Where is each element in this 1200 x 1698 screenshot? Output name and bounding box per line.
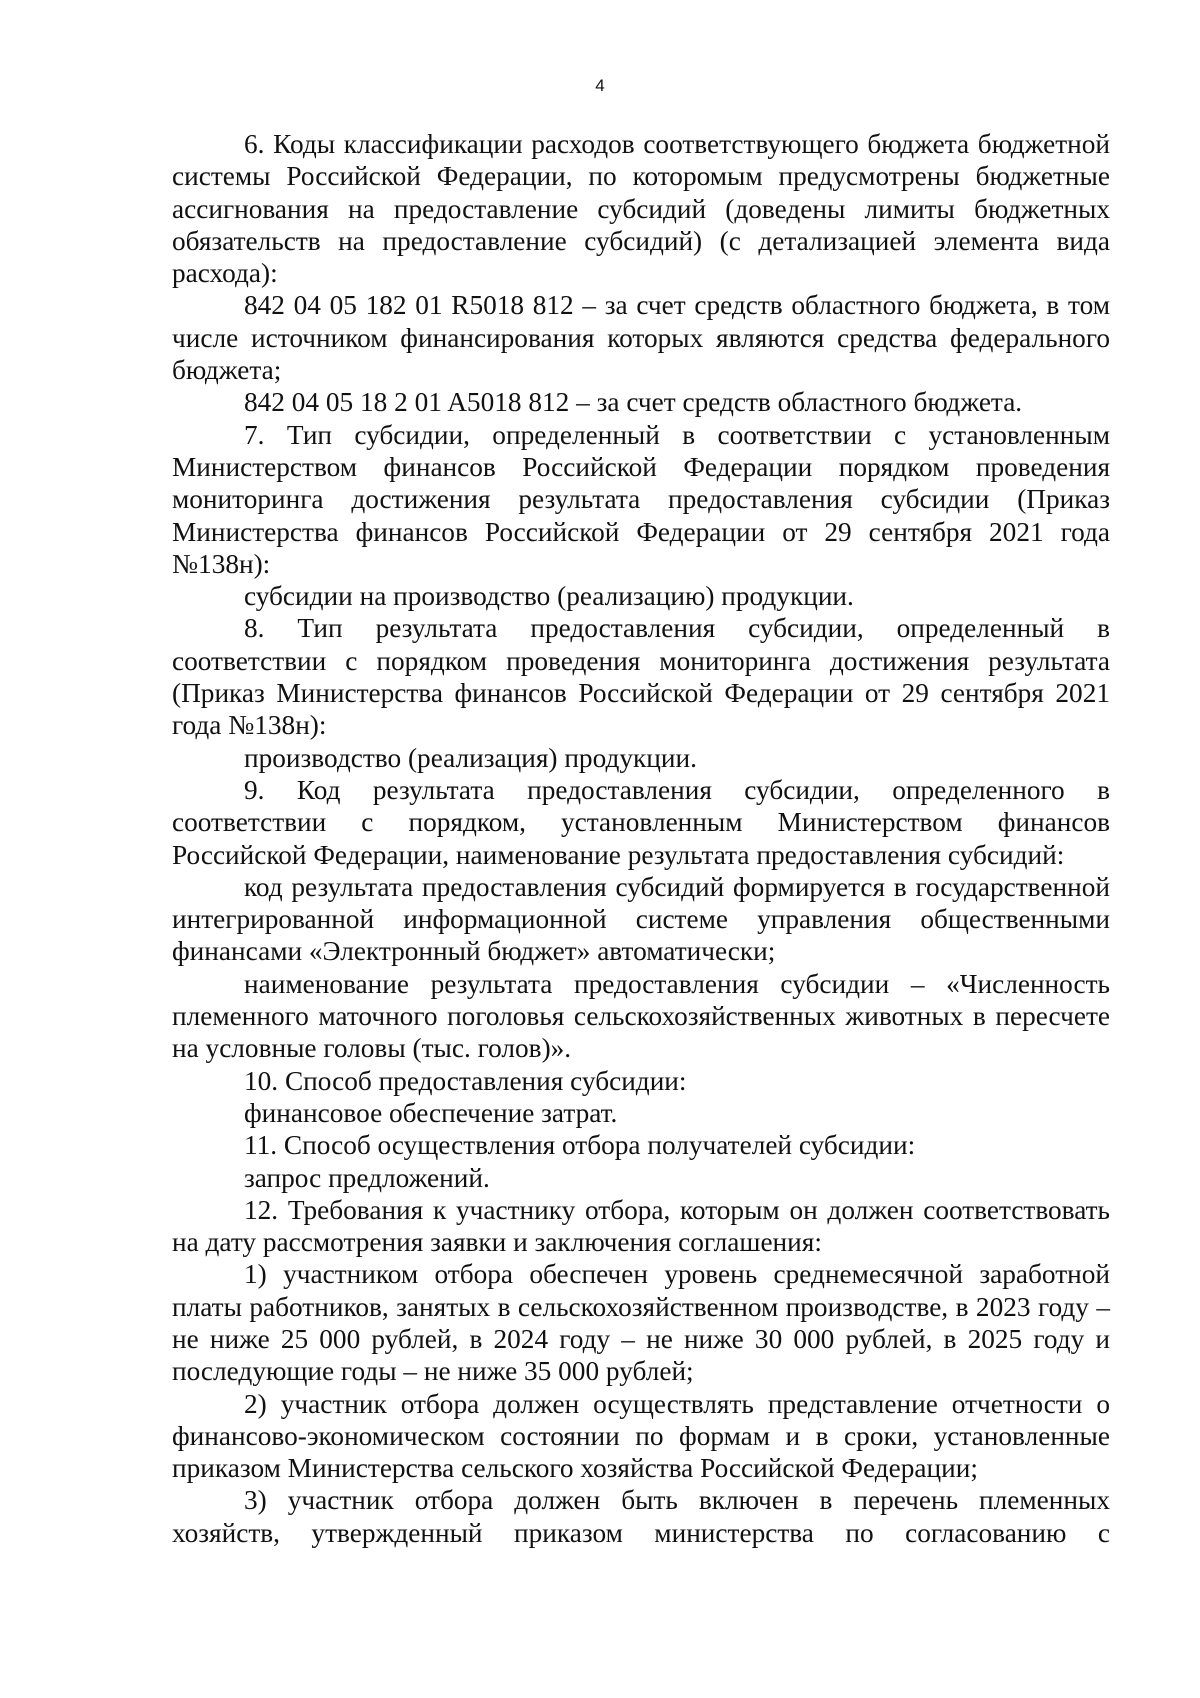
- paragraph-code-r5018: 842 04 05 182 01 R5018 812 – за счет средств областного бюджета, в том числе источником финансирования которых являются средства федерального бюджета;: [172, 290, 1110, 386]
- paragraph-7-value: субсидии на производство (реализацию) продукции.: [244, 581, 854, 612]
- document-body: [172, 128, 1110, 1549]
- paragraph-8-result-type: 8. Тип результата предоставления субсидии, определенный в соответствии с порядком проведения мониторинга достижения результата (Приказ Министерства финансов Российской Федерации от 29 сентября 2021 года №138н):: [172, 613, 1110, 741]
- paragraph-9-code-value: код результата предоставления субсидий формируется в государственной интегрированной информационной системе управления общественными финансами «Электронный бюджет» автоматически;: [172, 871, 1110, 967]
- paragraph-7-subsidy-type: 7. Тип субсидии, определенный в соответствии с установленным Министерством финансов Российской Федерации порядком проведения мониторинга достижения результата предоставления субсидии (Приказ Министерства финансов Российской Федерации от 29 сентября 2021 года №138н):: [172, 419, 1110, 579]
- paragraph-12-item-1: 1) участником отбора обеспечен уровень среднемесячной заработной платы работников, занятых в сельскохозяйственном производстве, в 2023 году – не ниже 25 000 рублей, в 2024 году – не ниже 30 000 рублей, в 2025 году и последующие годы – не ниже 35 000 рублей;: [172, 1259, 1110, 1387]
- paragraph-12-item-3: 3) участник отбора должен быть включен в перечень племенных хозяйств, утвержденный приказом министерства по согласованию с: [172, 1485, 1110, 1548]
- paragraph-12-requirements: 12. Требования к участнику отбора, которым он должен соответствовать на дату рассмотрения заявки и заключения соглашения:: [172, 1194, 1110, 1258]
- paragraph-11-value: запрос предложений.: [244, 1162, 490, 1193]
- paragraph-code-a5018: 842 04 05 18 2 01 A5018 812 – за счет средств областного бюджета.: [244, 387, 1023, 418]
- paragraph-10-value: финансовое обеспечение затрат.: [244, 1097, 618, 1128]
- paragraph-12-item-2: 2) участник отбора должен осуществлять представление отчетности о финансово-экономическом состоянии по формам и в сроки, установленные приказом Министерства сельского хозяйства Российской Федерации;: [172, 1388, 1110, 1484]
- page-number: 4: [595, 76, 605, 95]
- paragraph-11-selection-method: 11. Способ осуществления отбора получателей субсидии:: [244, 1130, 916, 1161]
- paragraph-9-result-code: 9. Код результата предоставления субсидии, определенного в соответствии с порядком, установленным Министерством финансов Российской Федерации, наименование результата предоставления субсидий:: [172, 774, 1110, 870]
- paragraph-8-value: производство (реализация) продукции.: [244, 742, 697, 773]
- paragraph-6-budget-codes: 6. Коды классификации расходов соответствующего бюджета бюджетной системы Российской Федерации, по которомым предусмотрены бюджетные ассигнования на предоставление субсидий (доведены лимиты бюджетных обязательств на предоставление субсидий) (с детализацией элемента вида расхода):: [172, 129, 1110, 289]
- paragraph-10-method: 10. Способ предоставления субсидии:: [244, 1065, 687, 1096]
- paragraph-9-name-value: наименование результата предоставления субсидии – «Численность племенного маточного поголовья сельскохозяйственных животных в пересчете на условные головы (тыс. голов)».: [172, 968, 1110, 1064]
